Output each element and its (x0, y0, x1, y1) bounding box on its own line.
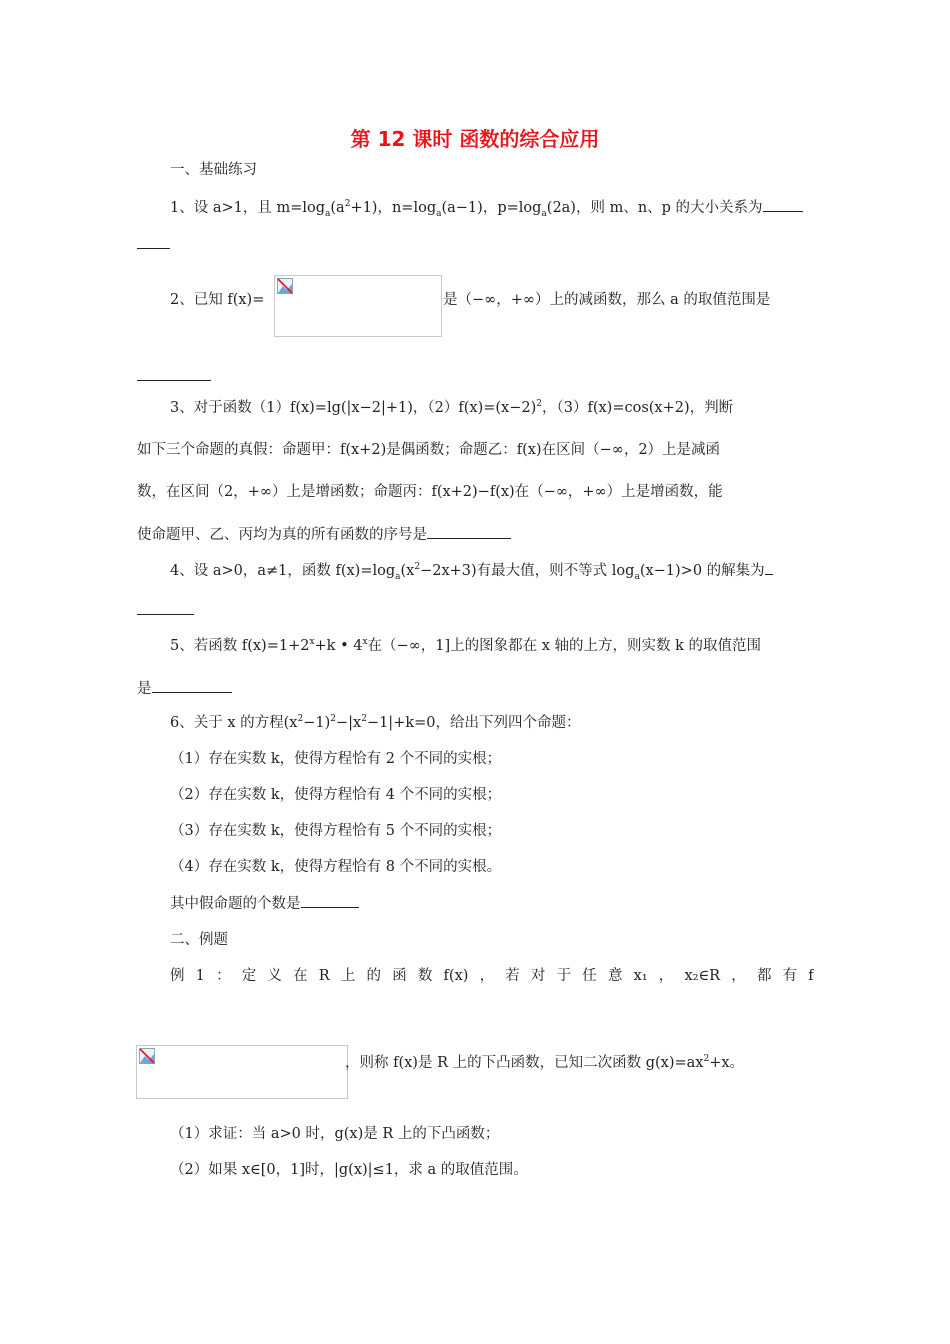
ex-word: 义 (267, 968, 282, 984)
question-3-line-2: 如下三个命题的真假：命题甲：f(x+2)是偶函数；命题乙：f(x)在区间（−∞，2）上是减函 (137, 442, 721, 458)
answer-blank (152, 678, 232, 693)
ex-word: ， (731, 968, 746, 984)
ex-word: 的 (366, 968, 382, 984)
ex-word: 对 (530, 968, 546, 984)
answer-blank (137, 600, 194, 615)
question-2-blank (137, 366, 814, 387)
ex-word: 数 (417, 968, 433, 984)
broken-image-icon (277, 278, 293, 294)
formula-image (274, 275, 442, 337)
answer-blank (763, 197, 803, 212)
question-4-blank-cont (137, 600, 814, 621)
question-5-line-2: 是 (137, 678, 814, 699)
ex-word: ， (658, 968, 674, 984)
question-6-item: （3）存在实数 k，使得方程恰有 5 个不同的实根； (170, 823, 502, 839)
ex-word: 若 (505, 968, 520, 984)
answer-blank (427, 524, 511, 539)
question-2-prefix: 2、已知 f(x)= (170, 292, 265, 308)
ex-word: f(x) (443, 968, 469, 984)
question-6-item: （1）存在实数 k，使得方程恰有 2 个不同的实根； (170, 751, 502, 767)
question-3-line-1: 3、对于函数（1）f(x)=lg(|x−2|+1)，$(2)f(x)=(x-2)^2$，（3）f(x)=cos(x+2)，判断 (170, 399, 734, 416)
example-1-part-1: （1）求证：当 a>0 时，g(x)是 R 上的下凸函数； (170, 1126, 500, 1142)
example-1-line-2: ，则称 f(x)是 R 上的下凸函数，已知二次函数 $g(x)=ax^2+x$。 (345, 1054, 745, 1071)
formula-image (136, 1045, 348, 1099)
question-6-item: （2）存在实数 k，使得方程恰有 4 个不同的实根； (170, 787, 502, 803)
ex-word: f (808, 968, 814, 984)
example-1-part-2: （2）如果 x∈[0，1]时，|g(x)|≤1，求 a 的取值范围。 (170, 1162, 528, 1178)
broken-image-icon (139, 1048, 155, 1064)
example-1-line-1 (170, 966, 814, 986)
ex-word: 1 (195, 968, 205, 984)
question-3-line-3: 数，在区间（2，+∞）上是增函数；命题丙：f(x+2)−f(x)在（−∞，+∞）上是增函数，能 (137, 484, 723, 500)
question-4: 4、设 a>0，a≠1，函数 $f(x)=\log_a(x^2-2x+3)$有最大值，则不等式 $\log_a(x-1)>0$ 的解集为 (170, 560, 814, 581)
ex-word: 定 (241, 968, 257, 984)
question-2-suffix: 是（−∞，+∞）上的减函数，那么 a 的取值范围是 (443, 292, 771, 308)
question-1: 1、设 a>1，且 $m=\log_a(a^2+1)$，$n=\log_a(a-1)$，$p=\log_a(2a)$，则 m、n、p 的大小关系为 (170, 197, 814, 218)
ex-word: x₁ (633, 968, 648, 984)
ex-word: 上 (340, 968, 356, 984)
answer-blank (137, 366, 211, 381)
ex-word: 函 (392, 968, 407, 984)
answer-blank (137, 234, 170, 249)
question-6-conclusion: 其中假命题的个数是 (170, 893, 814, 914)
question-5-line-1: 5、若函数 $f(x)=1+2^x+k$ • 4$^x$在（−∞，1]上的图象都在 x 轴的上方，则实数 k 的取值范围 (170, 637, 762, 654)
question-1-blank-cont (137, 234, 814, 255)
answer-blank (765, 560, 773, 575)
ex-word: ， (479, 968, 495, 984)
ex-word: x₂∈R (684, 968, 721, 984)
ex-word: 有 (782, 968, 798, 984)
ex-word: 在 (293, 968, 308, 984)
question-6-item: （4）存在实数 k，使得方程恰有 8 个不同的实根。 (170, 859, 502, 875)
question-6: 6、关于 x 的方程$(x^2-1)^2-|x^2-1|+k=0$，给出下列四个命题： (170, 714, 581, 731)
ex-word: 于 (556, 968, 572, 984)
question-3-line-4: 使命题甲、乙、丙均为真的所有函数的序号是 (137, 524, 814, 545)
ex-word: 任 (582, 968, 597, 984)
ex-word: 意 (607, 968, 623, 984)
ex-word: 都 (756, 968, 772, 984)
page-title: 第 12 课时 函数的综合应用 (350, 127, 600, 151)
answer-blank (301, 893, 359, 908)
ex-word: ： (216, 968, 231, 984)
section-examples-heading: 二、例题 (170, 932, 228, 948)
section-basic-heading: 一、基础练习 (170, 162, 257, 178)
ex-word: 例 (170, 968, 185, 984)
ex-word: R (318, 968, 330, 984)
